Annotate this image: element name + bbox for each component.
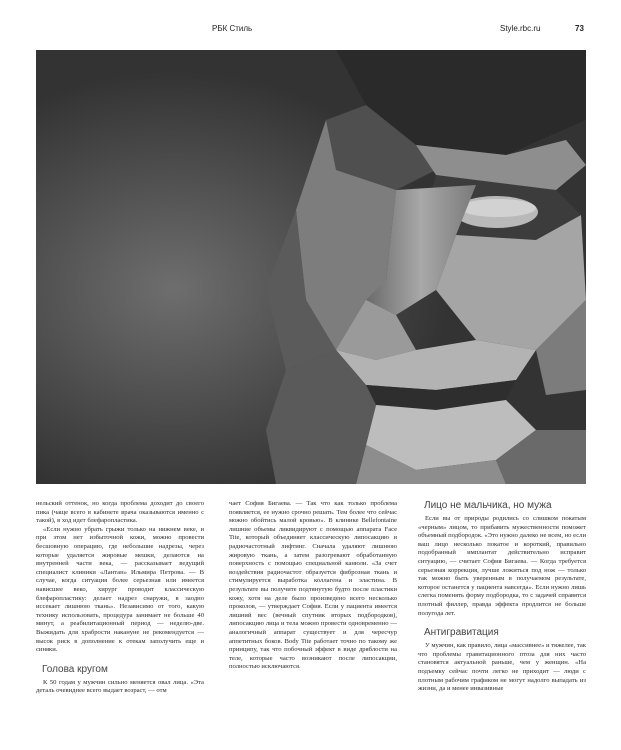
sculpture-photo <box>36 50 586 484</box>
article-column-2 <box>229 500 397 745</box>
sculpted-face-image <box>36 50 586 484</box>
subheading-antigravity: Антигравитация <box>424 627 499 639</box>
paragraph: К 50 годам у мужчин сильно меняется овал лица. «Эта деталь очевиднее всего выдает возраст, — отм <box>36 678 204 695</box>
section-title: РБК Стиль <box>212 24 253 33</box>
article-column-1 <box>36 500 204 745</box>
page-number: 73 <box>575 24 584 33</box>
paragraph: чает София Бигаева. — Так что как только проблема появляется, ее нужно срочно решать. Тем более что сейчас можно обойтись малой кровью». В клинике Bellefontaine лишние объемы ликвидируют с помощью аппарата Face Tite, который объединяет классическую липосакцию и радиочастотный лифтинг. Сначала удаляют лишнюю жировую ткань, а затем разогревают обработанную поверхность с помощью специальной канюли. «За счет воздействия радиочастот образуется фиброзная ткань и стимулируется выработка коллагена и эластина. В результате вы получите подтянутую будто после пластики кожу, хотя на деле было произведено всего несколько проколов, — утверждает София. Если у пациента имеется лишний вес (вечный спутник вторых подбородков), липосакцию лица и тела можно провести одновременно — аналогичный аппарат существует и для чересчур аппетитных боков. Body Tite работает точно по такому же принципу, так что побочный эффект в виде дряблости на теле, которые часто возникают после липосакции, полностью исключаются. <box>229 500 397 671</box>
subheading-head-spin: Голова кругом <box>42 663 108 675</box>
site-url: Style.rbc.ru <box>500 24 541 33</box>
paragraph: У мужчин, как правило, лица «массивнее» и тяжелее, так что проблемы гравитационного птоза для них часто становятся актуальной раньше, чем у женщин. «На подъемку сейчас почти легко не приходит — люди с плотным рабочим графиком не могут надолго выпадать из жизни, да и менее инвазивные <box>418 642 586 693</box>
paragraph: «Если нужно убрать грыжи только на нижнем веке, и при этом нет избыточной кожи, можно провести бесшовную операцию, где небольшие надрезы, через которые удаляется жировые мешки, делаются на внутренней части века, — рассказывает ведущий специалист клиники «Лантан» Ильмира Петрова. — В случае, когда ситуация более серьезная или имеется нависшее веко, хирург проводит классическую блефаропластику: делает надрез снаружи, в заодно иссекает лишнюю ткань». Независимо от того, какую технику использовать, процедура занимает не больше 40 минут, а реабилитационный период — неделю-две. Выжидать для храбрости накануне не рекомендуется — высок риск в дополнение к отекам заполучить еще и синяки. <box>36 525 204 654</box>
subheading-face-of-man: Лицо не мальчика, но мужа <box>424 500 552 511</box>
article-column-3 <box>418 500 586 745</box>
paragraph: Если вы от природы родились со слишком покатым «черным» лицом, то прибавить мужественности поможет объемный подбородок. «Это нужно далеко не всем, но если ваш лицо несколько покатое и короткий, правильно подобранный имплантат действительно исправит ситуацию, — считает София Бигаева. — Когда требуется серьезная коррекция, лучше ложиться под нож — только так можно быть уверенным в получаемом результате, которое останется у пациента навсегда». Если нужно лишь слегка поменять форму подбородка, то с задачей справятся плотный филлер, правда эффекта продлится не больше полугода лет. <box>418 515 586 617</box>
paragraph: нельский оттенок, но когда проблема доходит до своего пика (чаще всего в кабинете врача оказываются именно с такой), в ход идет блефаропластика. <box>36 500 204 525</box>
